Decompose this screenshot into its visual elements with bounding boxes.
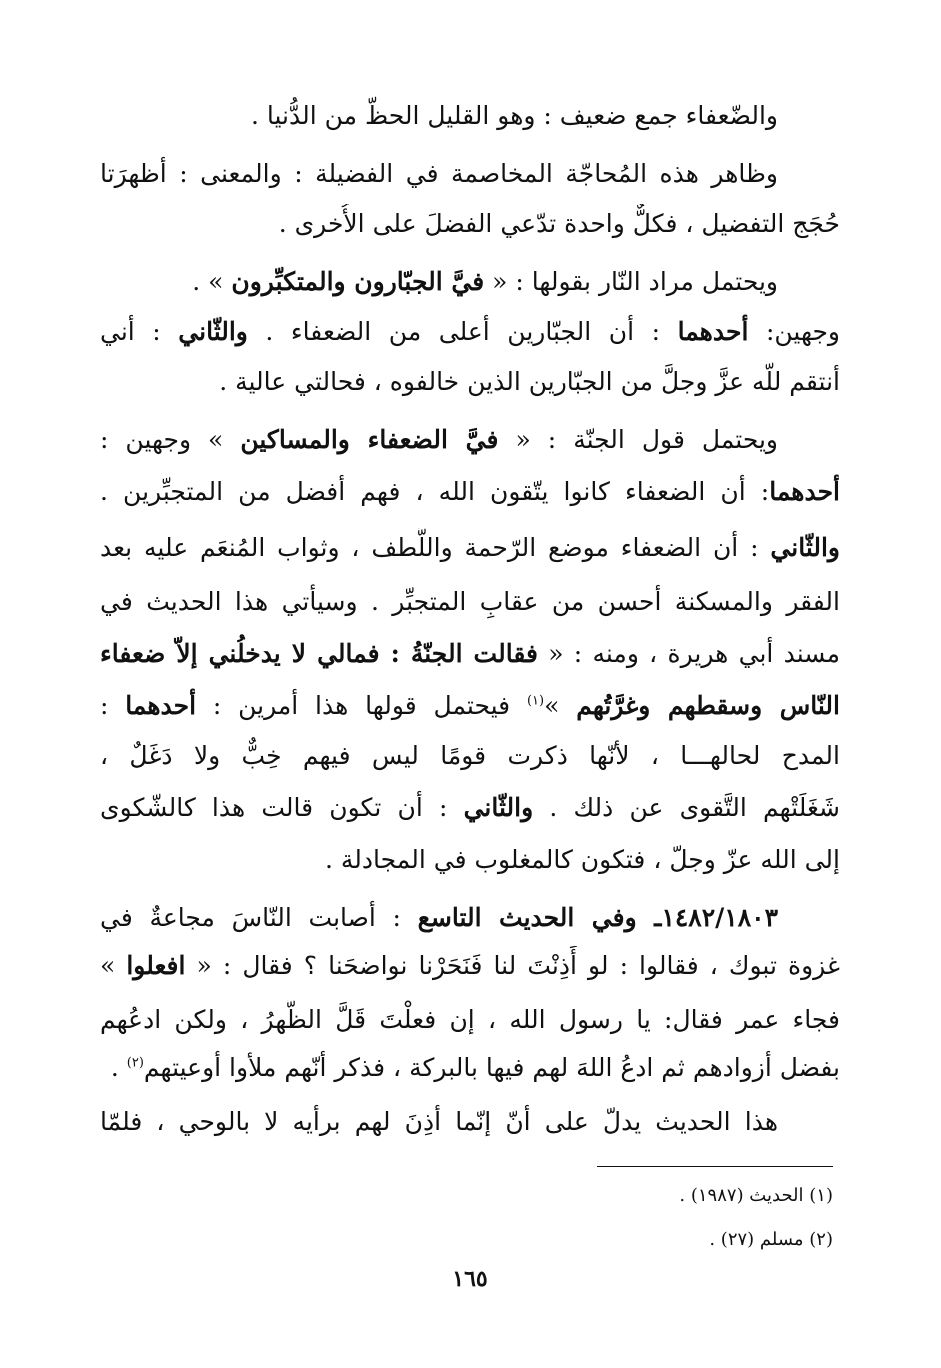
text-line: والضّعفاء جمع ضعيف : وهو القليل الحظّ من الدُّنيا . (250, 101, 778, 130)
bold-term: والثّاني (178, 317, 248, 346)
footnote: (٢) مسلم (٢٧) . (709, 1229, 833, 1250)
text-line: إلى الله عزّ وجلّ ، فتكون كالمغلوب في المجادلة . (324, 845, 840, 874)
text-line: والثّاني : أن الضعفاء موضع الرّحمة واللُّطف ، وثواب المُنعَم عليه بعد (100, 533, 840, 562)
bold-term: أحدهما (125, 691, 197, 720)
text-line: النّاس وسقطهم وغرَّتُهم »$^{(١)}$ فيحتمل قولها هذا أمرين : أحدهما : (100, 691, 840, 720)
footnote: (١) الحديث (١٩٨٧) . (679, 1185, 833, 1206)
bold-quote: النّاس وسقطهم وغرَّتُهم (576, 691, 840, 720)
bold-term: والثّاني (463, 793, 534, 822)
text-line: فجاء عمر فقال: يا رسول الله ، إن فعلْتَ قَلَّ الظَّهرُ ، ولكن ادعُهم (100, 1005, 840, 1034)
bold-term: والثّاني (770, 533, 840, 562)
text-line: حُجَج التفضيل ، فكلٌّ واحدة تدّعي الفضلَ على الأُخرى . (278, 209, 840, 238)
footnote-separator (597, 1166, 833, 1167)
text-line: ويحتمل قول الجنّة : « فيَّ الضعفاء والمساكين » وجهين : (100, 425, 778, 454)
text-line: شَغَلَتْهم التَّقوى عن ذلك . والثّاني : أن تكون قالت هذا كالشّكوى (100, 793, 840, 822)
text-line: ويحتمل مراد النّار بقولها : « فيَّ الجبّارون والمتكبِّرون » . (192, 267, 778, 296)
footnote-ref: (٢) (126, 1055, 144, 1071)
bold-term: أحدهما (769, 477, 840, 506)
bold-quote: فيَّ الضعفاء والمساكين (240, 425, 499, 454)
text-line: الفقر والمسكنة أحسن من عقابِ المتجبِّر . وسيأتي هذا الحديث في (100, 587, 840, 616)
hadith-number: ١٤٨٢/١٨٠٣ـ وفي الحديث التاسع (417, 903, 778, 932)
text-line: غزوة تبوك ، فقالوا : لو أَذِنْتَ لنا فَنَحَرْنا نواضحَنا ؟ فقال : « افعلوا » (100, 951, 840, 980)
text-line: ١٤٨٢/١٨٠٣ـ وفي الحديث التاسع : أصابت النّاسَ مجاعةٌ في (100, 903, 778, 932)
bold-quote: افعلوا (126, 951, 186, 980)
bold-quote: فقالت الجنّةُ : فمالي لا يدخلُني إلاّ ضعفاء (100, 639, 538, 668)
bold-quote: فيَّ الجبّارون والمتكبِّرون (231, 267, 485, 296)
text-line: بفضل أزوادهم ثم ادعُ اللهَ لهم فيها بالبركة ، فذكر أنّهم ملأوا أوعيتهم$^{(٢)}$ . (110, 1053, 840, 1082)
text-line: أنتقم للّه عزَّ وجلَّ من الجبّارين الذين خالفوه ، فحالتي عالية . (219, 367, 840, 396)
text-line: مسند أبي هريرة ، ومنه : « فقالت الجنّةُ : فمالي لا يدخلُني إلاّ ضعفاء (100, 639, 840, 668)
footnote-ref: (١) (526, 693, 545, 709)
bold-term: أحدهما (677, 317, 749, 346)
page-number: ١٦٥ (452, 1266, 488, 1292)
text-line: وجهين: أحدهما : أن الجبّارين أعلى من الضعفاء . والثّاني : أني (100, 317, 840, 346)
text-line: المدح لحالهـــا ، لأنّها ذكرت قومًا ليس فيهم خِبٌّ ولا دَغَلٌ ، (100, 741, 840, 770)
text-line: وظاهر هذه المُحاجّة المخاصمة في الفضيلة : والمعنى : أظهرَتا (100, 159, 778, 188)
text-line: أحدهما: أن الضعفاء كانوا يتّقون الله ، فهم أفضل من المتجبِّرين . (100, 477, 840, 506)
text-line: هذا الحديث يدلّ على أنّ إنّما أذِنَ لهم برأيه لا بالوحي ، فلمّا (100, 1107, 778, 1136)
